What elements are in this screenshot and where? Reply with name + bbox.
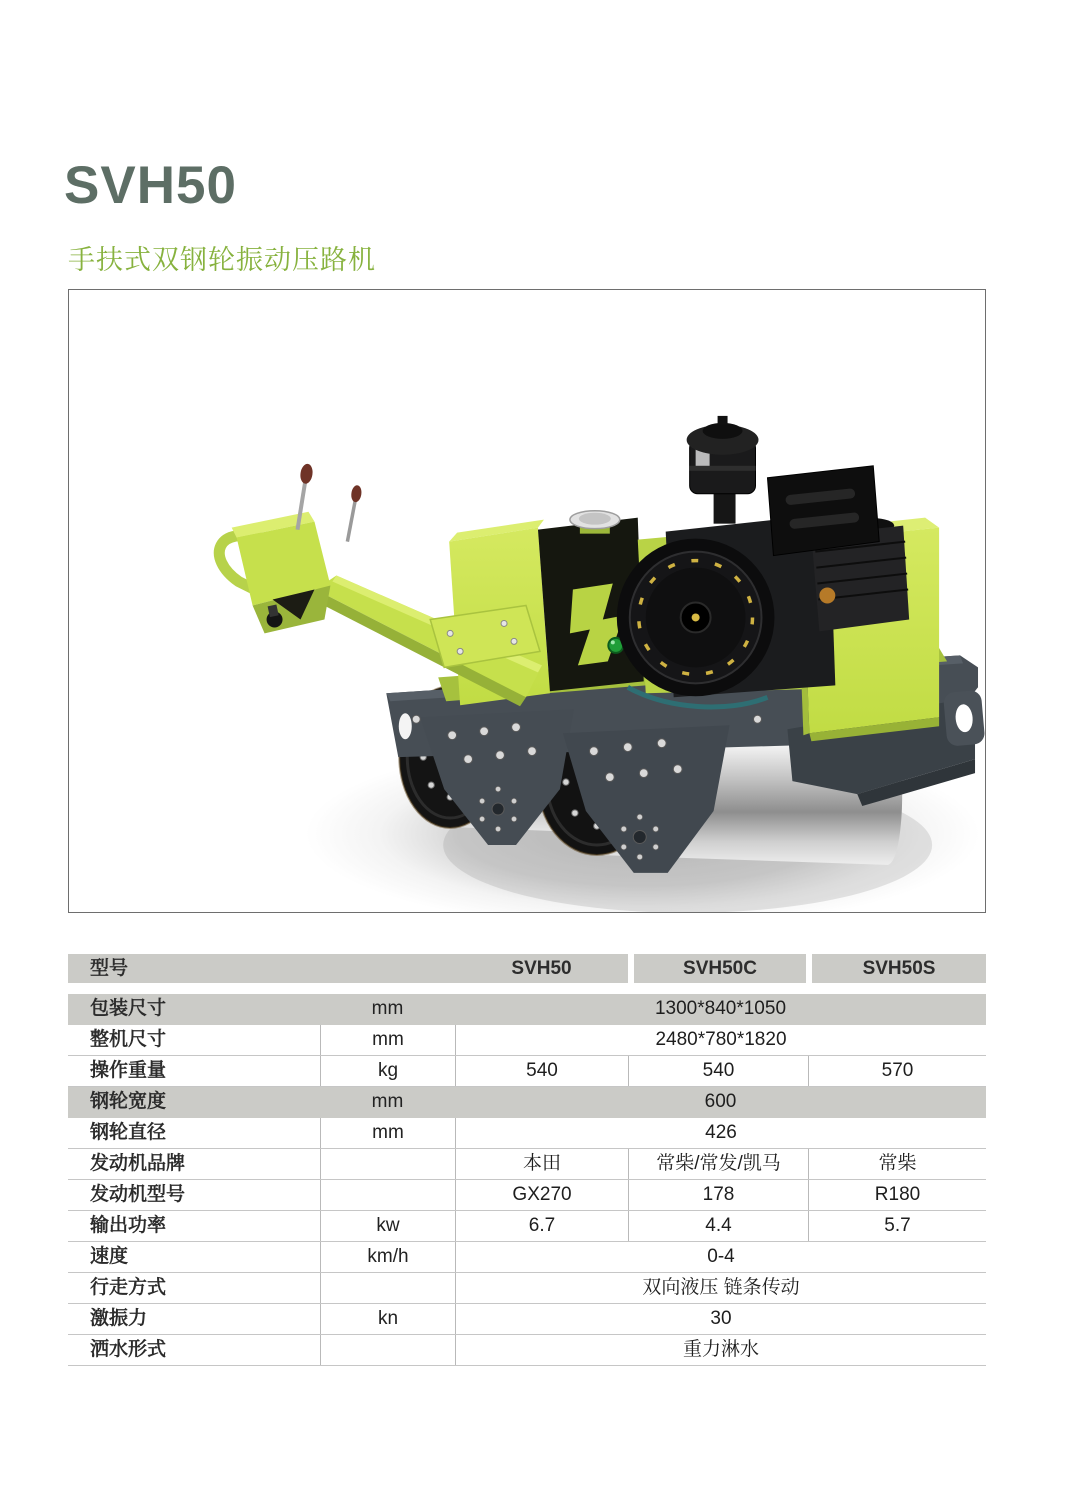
spec-value-span: 重力淋水 (455, 1335, 986, 1365)
spec-value: 540 (455, 1056, 628, 1086)
spec-value-span: 2480*780*1820 (455, 1025, 986, 1055)
table-row (68, 1211, 986, 1242)
spec-unit: mm (320, 1025, 455, 1055)
spec-value: 常柴 (808, 1149, 986, 1179)
spec-unit: kg (320, 1056, 455, 1086)
spec-unit: mm (371, 1091, 404, 1112)
table-row (68, 1149, 986, 1180)
spec-label: 包装尺寸 (90, 998, 167, 1019)
spec-unit: kw (320, 1211, 455, 1241)
spec-value: 570 (808, 1056, 986, 1086)
table-row (68, 1118, 986, 1149)
spec-label: 整机尺寸 (90, 1029, 167, 1050)
spec-rows (68, 994, 986, 1366)
table-row (68, 1087, 986, 1118)
spec-unit (320, 1273, 455, 1303)
spec-value-span: 600 (704, 1091, 737, 1112)
spec-value: 178 (628, 1180, 808, 1210)
table-row (68, 1304, 986, 1335)
spec-value: 本田 (455, 1149, 628, 1179)
spec-label: 洒水形式 (90, 1339, 167, 1360)
control-lever (347, 500, 355, 542)
spec-label: 速度 (90, 1246, 129, 1267)
table-row (68, 1180, 986, 1211)
table-row (68, 1025, 986, 1056)
header-model-label: 型号 (90, 958, 129, 979)
spec-label: 操作重量 (90, 1060, 167, 1081)
spec-unit (320, 1149, 455, 1179)
spec-value-span: 30 (455, 1304, 986, 1334)
spec-value: 常柴/常发/凯马 (628, 1149, 808, 1179)
page-title: SVH50 (64, 156, 237, 215)
spec-label: 输出功率 (90, 1215, 167, 1236)
road-roller-illustration (69, 290, 985, 912)
spec-label: 激振力 (90, 1308, 148, 1329)
spec-unit: kn (320, 1304, 455, 1334)
spec-table (68, 954, 986, 1366)
header-model-svh50s: SVH50S (862, 958, 936, 979)
page-subtitle: 手扶式双钢轮振动压路机 (68, 245, 376, 275)
table-row (68, 1335, 986, 1366)
spec-label: 发动机品牌 (90, 1153, 186, 1174)
product-image-panel (68, 289, 986, 913)
spec-value-span: 双向液压 链条传动 (455, 1273, 986, 1303)
spec-value-span: 1300*840*1050 (654, 998, 787, 1019)
spec-table-header (68, 954, 986, 983)
table-row (68, 1056, 986, 1087)
spec-label: 钢轮宽度 (90, 1091, 167, 1112)
spec-value: 6.7 (455, 1211, 628, 1241)
spec-unit (320, 1180, 455, 1210)
table-row (68, 994, 986, 1025)
spec-label: 钢轮直径 (90, 1122, 167, 1143)
spec-value-span: 426 (455, 1118, 986, 1148)
spec-unit: mm (320, 1118, 455, 1148)
spec-value: GX270 (455, 1180, 628, 1210)
header-model-svh50: SVH50 (511, 958, 572, 979)
table-row (68, 1242, 986, 1273)
spec-unit: mm (371, 998, 404, 1019)
spec-unit (320, 1335, 455, 1365)
header-model-svh50c: SVH50C (683, 958, 757, 979)
table-row (68, 1273, 986, 1304)
spec-value: 540 (628, 1056, 808, 1086)
muffler (767, 466, 879, 556)
spec-label: 行走方式 (90, 1277, 167, 1298)
spec-value-span: 0-4 (455, 1242, 986, 1272)
spec-value: 4.4 (628, 1211, 808, 1241)
spec-value: R180 (808, 1180, 986, 1210)
spec-label: 发动机型号 (90, 1184, 186, 1205)
spec-unit: km/h (320, 1242, 455, 1272)
spec-value: 5.7 (808, 1211, 986, 1241)
header-gap (68, 983, 986, 994)
